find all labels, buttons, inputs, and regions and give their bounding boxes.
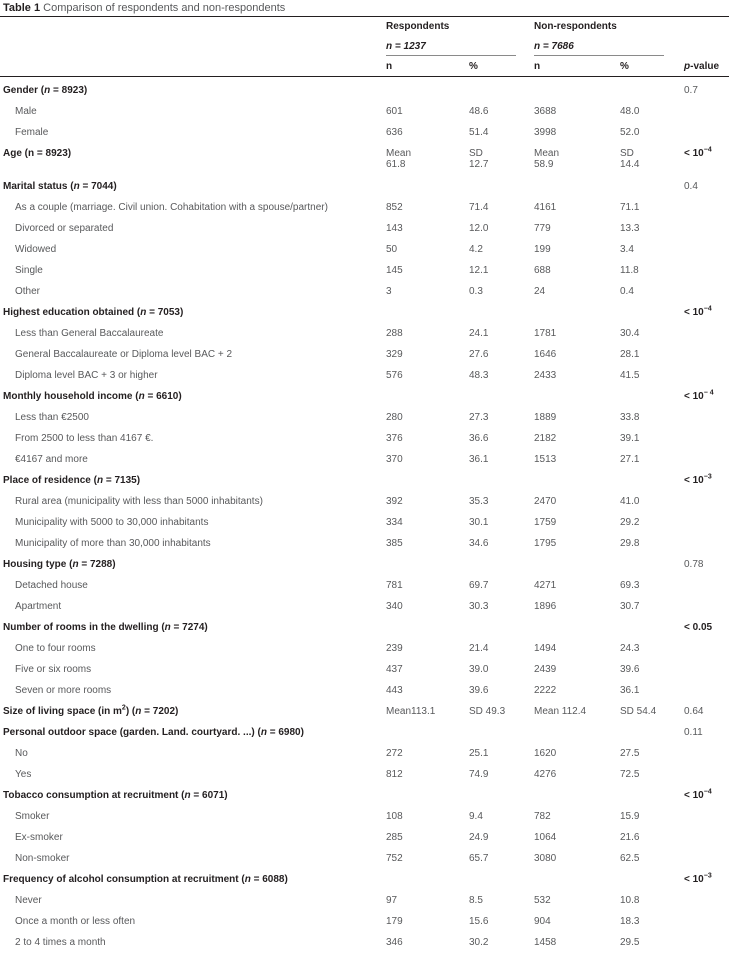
header-pvalue-col [684,61,719,72]
respondents-n-cell: 385 [386,538,403,549]
nonrespondents-pct-cell: 29.8 [620,538,640,549]
nonrespondents-sd: 14.4 [620,159,640,170]
respondents-pct-cell: 65.7 [469,853,489,864]
respondents-pct-cell: 27.3 [469,412,489,423]
respondents-n-cell: 280 [386,412,403,423]
respondents-n-cell: 288 [386,328,403,339]
row-label: Female [15,127,49,138]
respondents-pct-cell: 8.5 [469,895,483,906]
nonrespondents-n-cell: 1646 [534,349,557,360]
respondents-n-cell: 50 [386,244,398,255]
row-label: Detached house [15,580,88,591]
nonrespondents-n-cell: 782 [534,811,551,822]
row-label: Male [15,106,37,117]
p-value-29: 0.64 [684,706,704,717]
nonrespondents-n-cell: 779 [534,223,551,234]
section-label: Gender (n = 8923) [3,85,88,96]
section-label: Age (n = 8923) [3,148,72,159]
header-nonrespondents-n-text: n = 7686 [534,41,574,52]
nonrespondents-n-cell: 1759 [534,517,557,528]
nonrespondents-n-cell: 199 [534,244,551,255]
top-rule [0,16,729,17]
respondents-n-cell: 437 [386,664,403,675]
respondents-rule [386,55,516,56]
label-superscript: 2 [121,704,126,712]
p-value-0: 0.7 [684,85,698,96]
nonrespondents-mean: 58.9 [534,159,554,170]
respondents-pct-cell: 39.0 [469,664,489,675]
respondents-pct-cell: 21.4 [469,643,489,654]
nonrespondents-pct-cell: 30.4 [620,328,640,339]
nonrespondents-pct-cell: 29.2 [620,517,640,528]
row-label: As a couple (marriage. Civil union. Cohabitation with a spouse/partner) [15,202,328,213]
nonrespondents-n-cell: 1513 [534,454,557,465]
nonrespondents-mean-label: Mean [534,148,560,159]
respondents-pct-cell: 48.3 [469,370,489,381]
p-value-18: < $10^{-3}$ [684,473,712,486]
respondents-pct-cell: 71.4 [469,202,489,213]
header-bottom-rule [0,76,729,77]
respondents-pct-cell: 35.3 [469,496,489,507]
nonrespondents-sd-label: SD [620,148,634,159]
header-nonrespondents: Non-respondents [534,21,617,32]
nonrespondents-pct-cell: 36.1 [620,685,640,696]
row-label: Other [15,286,41,297]
respondents-pct-cell: 12.0 [469,223,489,234]
nonrespondents-pct-cell: 48.0 [620,106,640,117]
row-label: No [15,748,28,759]
row-label: Never [15,895,42,906]
row-label: €4167 and more [15,454,88,465]
respondents-pct-cell: 69.7 [469,580,489,591]
respondents-n-cell: 97 [386,895,398,906]
nonrespondents-n-cell: 1795 [534,538,557,549]
table-caption [3,2,285,14]
p-value-exponent: −3 [703,473,712,481]
header-respondents-pct-col: % [469,61,478,72]
respondents-pct-cell: 30.2 [469,937,489,948]
respondents-n-cell: 340 [386,601,403,612]
respondents-mean-label: Mean [386,148,412,159]
nonrespondents-pct-cell: 15.9 [620,811,640,822]
row-label: Widowed [15,244,57,255]
nonrespondents-sd: SD 54.4 [620,706,657,717]
nonrespondents-pct-cell: 72.5 [620,769,640,780]
nonrespondents-n-cell: 532 [534,895,551,906]
respondents-pct-cell: 36.1 [469,454,489,465]
header-respondents: Respondents [386,21,450,32]
nonrespondents-n-cell: 3998 [534,127,557,138]
p-value-14: < $10^{- 4}$ [684,389,714,402]
respondents-sd: SD 49.3 [469,706,506,717]
p-value-exponent: −4 [703,146,712,154]
p-value-30: 0.11 [684,727,703,738]
respondents-n-cell: 272 [386,748,403,759]
nonrespondents-n-cell: 2433 [534,370,557,381]
respondents-pct-cell: 30.1 [469,517,489,528]
nonrespondents-n-cell: 1896 [534,601,557,612]
respondents-n-cell: 576 [386,370,403,381]
nonrespondents-pct-cell: 71.1 [620,202,640,213]
row-label: General Baccalaureate or Diploma level BAC + 2 [15,349,233,360]
p-value-3: < $10^{-4}$ [684,146,712,159]
respondents-pct-cell: 48.6 [469,106,489,117]
header-pvalue-text: p-value [684,61,720,72]
row-label: Once a month or less often [15,916,136,927]
nonrespondents-n-cell: 1889 [534,412,557,423]
nonrespondents-pct-cell: 13.3 [620,223,640,234]
row-label: Ex-smoker [15,832,63,843]
respondents-pct-cell: 27.6 [469,349,489,360]
respondents-n-cell: 781 [386,580,403,591]
nonrespondents-mean: Mean 112.4 [534,706,587,717]
row-label: Divorced or separated [15,223,114,234]
nonrespondents-n-cell: 1064 [534,832,557,843]
p-value-exponent: −4 [703,788,712,796]
nonrespondents-pct-cell: 27.5 [620,748,640,759]
respondents-pct-cell: 9.4 [469,811,483,822]
nonrespondents-n-cell: 4161 [534,202,557,213]
nonrespondents-pct-cell: 27.1 [620,454,640,465]
row-label: One to four rooms [15,643,96,654]
respondents-n-cell: 370 [386,454,403,465]
respondents-n-cell: 392 [386,496,403,507]
nonrespondents-pct-cell: 39.1 [620,433,640,444]
row-label: Diploma level BAC + 3 or higher [15,370,158,381]
p-value-22: 0.78 [684,559,704,570]
nonrespondents-pct-cell: 21.6 [620,832,640,843]
row-label: Less than General Baccalaureate [15,328,164,339]
nonrespondents-rule [534,55,664,56]
p-value-exponent: − 4 [703,389,714,397]
nonrespondents-pct-cell: 0.4 [620,286,634,297]
row-label: Single [15,265,43,276]
nonrespondents-pct-cell: 10.8 [620,895,640,906]
respondents-n-cell: 3 [386,286,392,297]
respondents-mean: Mean113.1 [386,706,436,717]
nonrespondents-n-cell: 688 [534,265,551,276]
respondents-n-cell: 443 [386,685,403,696]
respondents-n-cell: 752 [386,853,403,864]
nonrespondents-pct-cell: 29.5 [620,937,640,948]
table-caption-label: Table 1 [3,2,41,14]
p-value-exponent: −4 [703,305,712,313]
p-value-25: < 0.05 [684,622,713,633]
respondents-n-cell: 601 [386,106,403,117]
respondents-n-cell: 179 [386,916,403,927]
row-label: 2 to 4 times a month [15,937,106,948]
header-nonrespondents-n [534,41,574,52]
nonrespondents-pct-cell: 24.3 [620,643,640,654]
section-label: Place of residence (n = 7135) [3,475,141,486]
respondents-pct-cell: 25.1 [469,748,489,759]
p-value-37: < $10^{-3}$ [684,872,712,885]
respondents-n-cell: 329 [386,349,403,360]
nonrespondents-n-cell: 4271 [534,580,557,591]
respondents-pct-cell: 0.3 [469,286,483,297]
row-label: Rural area (municipality with less than 5000 inhabitants) [15,496,263,507]
respondents-sd: 12.7 [469,159,489,170]
respondents-pct-cell: 51.4 [469,127,489,138]
respondents-n-cell: 334 [386,517,403,528]
header-respondents-n [386,41,426,52]
nonrespondents-pct-cell: 30.7 [620,601,640,612]
section-label: Monthly household income (n = 6610) [3,391,182,402]
nonrespondents-n-cell: 1458 [534,937,557,948]
p-value-10: < $10^{-4}$ [684,305,712,318]
respondents-n-cell: 285 [386,832,403,843]
respondents-pct-cell: 15.6 [469,916,489,927]
respondents-pct-cell: 24.1 [469,328,489,339]
row-label: Municipality with 5000 to 30,000 inhabitants [15,517,209,528]
label-rest: ) (n = 7202) [125,706,179,717]
row-label: Seven or more rooms [15,685,112,696]
respondents-n-cell: 143 [386,223,403,234]
row-label: From 2500 to less than 4167 €. [15,433,154,444]
nonrespondents-n-cell: 2470 [534,496,557,507]
p-value-33: < $10^{-4}$ [684,788,712,801]
row-label: Smoker [15,811,50,822]
section-label: Frequency of alcohol consumption at recruitment (n = 6088) [3,874,288,885]
nonrespondents-pct-cell: 3.4 [620,244,634,255]
p-value-exponent: −3 [703,872,712,880]
section-label: Marital status (n = 7044) [3,181,117,192]
respondents-n-cell: 812 [386,769,403,780]
nonrespondents-n-cell: 2439 [534,664,557,675]
respondents-pct-cell: 24.9 [469,832,489,843]
row-label: Yes [15,769,32,780]
nonrespondents-pct-cell: 18.3 [620,916,640,927]
p-value-4: 0.4 [684,181,698,192]
nonrespondents-n-cell: 1781 [534,328,557,339]
respondents-mean: 61.8 [386,159,406,170]
row-label: Municipality of more than 30,000 inhabitants [15,538,211,549]
nonrespondents-pct-cell: 28.1 [620,349,640,360]
header-nonrespondents-n-col: n [534,61,541,72]
respondents-pct-cell: 74.9 [469,769,489,780]
nonrespondents-n-cell: 3080 [534,853,557,864]
section-label: Highest education obtained (n = 7053) [3,307,184,318]
nonrespondents-pct-cell: 41.5 [620,370,640,381]
section-label: Housing type (n = 7288) [3,559,116,570]
nonrespondents-pct-cell: 52.0 [620,127,640,138]
nonrespondents-pct-cell: 41.0 [620,496,640,507]
nonrespondents-n-cell: 1494 [534,643,557,654]
section-label: Size of living space (in $m^2$) (n = 7202) [3,704,179,717]
section-label: Number of rooms in the dwelling (n = 7274) [3,622,208,633]
table-caption-text: Comparison of respondents and non-respondents [43,2,286,14]
nonrespondents-pct-cell: 62.5 [620,853,640,864]
nonrespondents-n-cell: 24 [534,286,546,297]
header-respondents-n-col: n [386,61,393,72]
section-label: Personal outdoor space (garden. Land. courtyard. ...) (n = 6980) [3,727,304,738]
respondents-n-cell: 239 [386,643,403,654]
nonrespondents-n-cell: 4276 [534,769,557,780]
row-label: Five or six rooms [15,664,92,675]
respondents-pct-cell: 36.6 [469,433,489,444]
respondents-n-cell: 108 [386,811,403,822]
respondents-sd-label: SD [469,148,483,159]
nonrespondents-pct-cell: 69.3 [620,580,640,591]
row-label: Less than €2500 [15,412,89,423]
nonrespondents-n-cell: 904 [534,916,551,927]
row-label: Apartment [15,601,62,612]
nonrespondents-n-cell: 1620 [534,748,557,759]
nonrespondents-n-cell: 2222 [534,685,557,696]
respondents-n-cell: 376 [386,433,403,444]
respondents-n-cell: 346 [386,937,403,948]
row-label: Non-smoker [15,853,70,864]
respondents-n-cell: 636 [386,127,403,138]
header-respondents-n-text: n = 1237 [386,41,426,52]
respondents-pct-cell: 4.2 [469,244,483,255]
nonrespondents-n-cell: 3688 [534,106,557,117]
section-label: Tobacco consumption at recruitment (n = 6071) [3,790,228,801]
nonrespondents-n-cell: 2182 [534,433,557,444]
respondents-pct-cell: 30.3 [469,601,489,612]
respondents-n-cell: 852 [386,202,403,213]
respondents-pct-cell: 34.6 [469,538,489,549]
nonrespondents-pct-cell: 11.8 [620,265,639,276]
nonrespondents-pct-cell: 33.8 [620,412,640,423]
respondents-pct-cell: 12.1 [469,265,489,276]
respondents-n-cell: 145 [386,265,403,276]
nonrespondents-pct-cell: 39.6 [620,664,640,675]
respondents-pct-cell: 39.6 [469,685,489,696]
header-nonrespondents-pct-col: % [620,61,629,72]
